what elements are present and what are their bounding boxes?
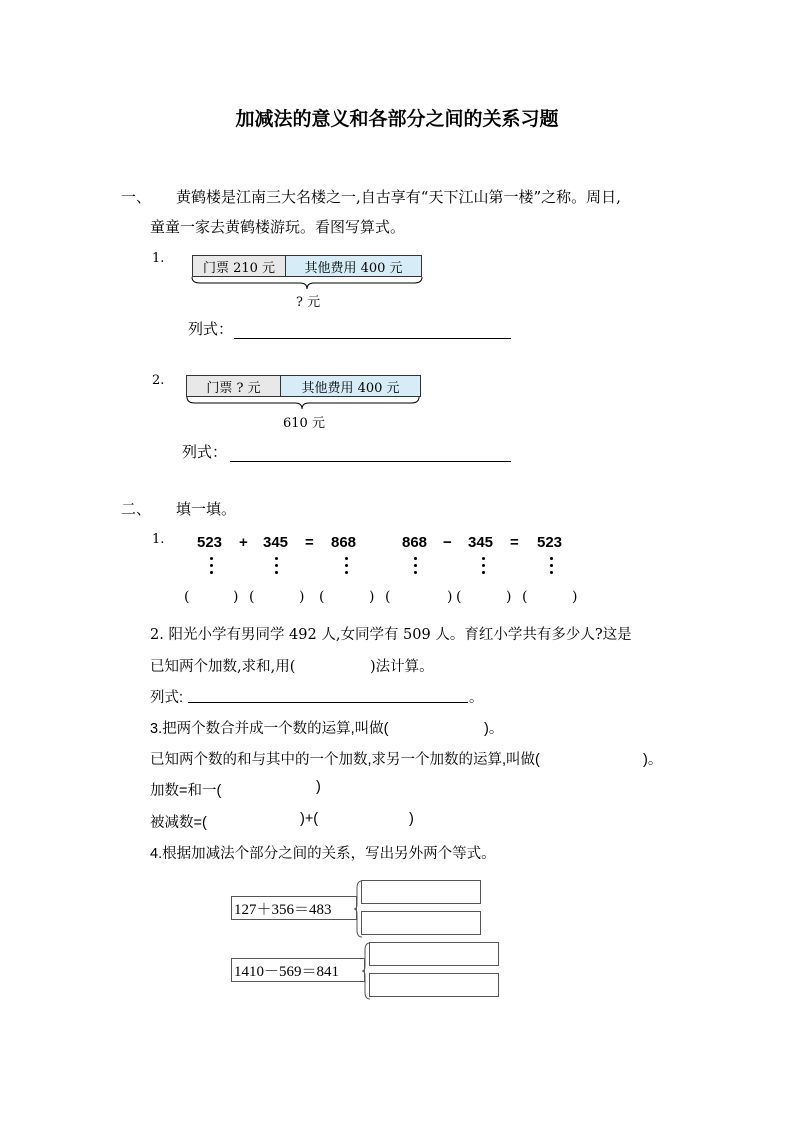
paren-close: ) (506, 589, 512, 605)
section1-number: 一、 (121, 188, 152, 206)
q1-answer-label: 列式： (188, 320, 234, 338)
eq2-minus: − (443, 534, 452, 551)
eq1-sum: 868 (331, 534, 357, 551)
section2-heading: 填一填。 (176, 500, 237, 518)
paren-open: ( (184, 589, 190, 605)
paren-close: ) (369, 589, 375, 605)
q1-bar-diagram (192, 255, 422, 277)
q1-answer-line[interactable] (234, 338, 511, 339)
s2q2-answer-line[interactable] (188, 702, 468, 703)
paren-open: ( (385, 589, 391, 605)
section2-number: 二、 (121, 500, 152, 518)
s2q3-line2-b: )。 (643, 752, 663, 768)
q2-bar-diagram (186, 375, 421, 397)
paren-close: ) (572, 589, 578, 605)
q2-brace (185, 396, 421, 410)
s2q3-line3-b: ) (316, 779, 321, 795)
dots-icon (414, 557, 418, 578)
paren-close: ) (233, 589, 239, 605)
q1-other-cost-segment: 其他费用 400 元 (285, 256, 421, 276)
paren-close: ) (299, 589, 305, 605)
paren-open: ( (456, 589, 462, 605)
s2q3-line4-c: ) (409, 811, 414, 827)
s2q2-answer-label: 列式: (150, 690, 184, 706)
eq1-plus: + (239, 534, 248, 551)
q2-total-label: 610 元 (283, 416, 325, 431)
dots-icon (550, 557, 554, 578)
paren-open: ( (522, 589, 528, 605)
q4-equation-2: 1410－569＝841 (231, 958, 365, 982)
eq2-minuend: 868 (402, 534, 428, 551)
paren-open: ( (249, 589, 255, 605)
q2-ticket-segment: 门票 ? 元 (187, 376, 280, 396)
q4-answer-box-1b[interactable] (361, 911, 481, 935)
s2q3-line3-a: 加数=和一( (150, 783, 222, 799)
dots-icon (345, 557, 349, 578)
s2q2-line2-a: 已知两个加数,求和,用( (150, 659, 296, 675)
page-title: 加减法的意义和各部分之间的关系习题 (235, 108, 559, 130)
s2q2-line2-b: )法计算。 (370, 659, 434, 675)
eq2-difference: 523 (537, 534, 563, 551)
s2q4-line1: 4.根据加减法个部分之间的关系，写出另外两个等式。 (150, 846, 496, 862)
q4-answer-box-1a[interactable] (361, 880, 481, 904)
q4-answer-box-2a[interactable] (369, 942, 499, 966)
paren-open: ( (319, 589, 325, 605)
q2-other-cost-segment: 其他费用 400 元 (280, 376, 420, 396)
s2q2-line1: 2. 阳光小学有男同学 492 人,女同学有 509 人。育红小学共有多少人?这是 (150, 627, 632, 643)
eq2-equals: = (510, 534, 519, 551)
section1-intro-line1: 黄鹤楼是江南三大名楼之一,自古享有“天下江山第一楼”之称。周日, (176, 188, 621, 206)
s2q3-line4-a: 被减数=( (150, 815, 207, 831)
dots-icon (210, 557, 214, 578)
q4-answer-box-2b[interactable] (369, 973, 499, 997)
s2q2-answer-end: 。 (469, 690, 484, 706)
q4-equation-1: 127＋356＝483 (231, 896, 357, 920)
eq1-addend1: 523 (197, 534, 223, 551)
q2-answer-label: 列式： (182, 443, 228, 461)
q2-answer-line[interactable] (230, 461, 511, 462)
q1-ticket-segment: 门票 210 元 (193, 256, 285, 276)
s2q3-line1-b: )。 (484, 721, 504, 737)
eq1-equals: = (305, 534, 314, 551)
eq1-addend2: 345 (263, 534, 289, 551)
q2-number: 2. (152, 373, 165, 388)
paren-close: ) (447, 589, 453, 605)
dots-icon (482, 557, 486, 578)
s2q3-line4-b: )+( (300, 811, 319, 827)
q1-total-label: ? 元 (296, 295, 321, 310)
dots-icon (275, 557, 279, 578)
s2q3-line1-a: 3.把两个数合并成一个数的运算,叫做( (150, 721, 389, 737)
q1-number: 1. (152, 251, 165, 266)
q1-brace (190, 276, 424, 290)
eq2-subtrahend: 345 (468, 534, 494, 551)
section1-intro-line2: 童童一家去黄鹤楼游玩。看图写算式。 (150, 218, 406, 236)
s2q1-number: 1. (152, 532, 165, 547)
s2q3-line2-a: 已知两个数的和与其中的一个加数,求另一个加数的运算,叫做( (150, 752, 540, 768)
